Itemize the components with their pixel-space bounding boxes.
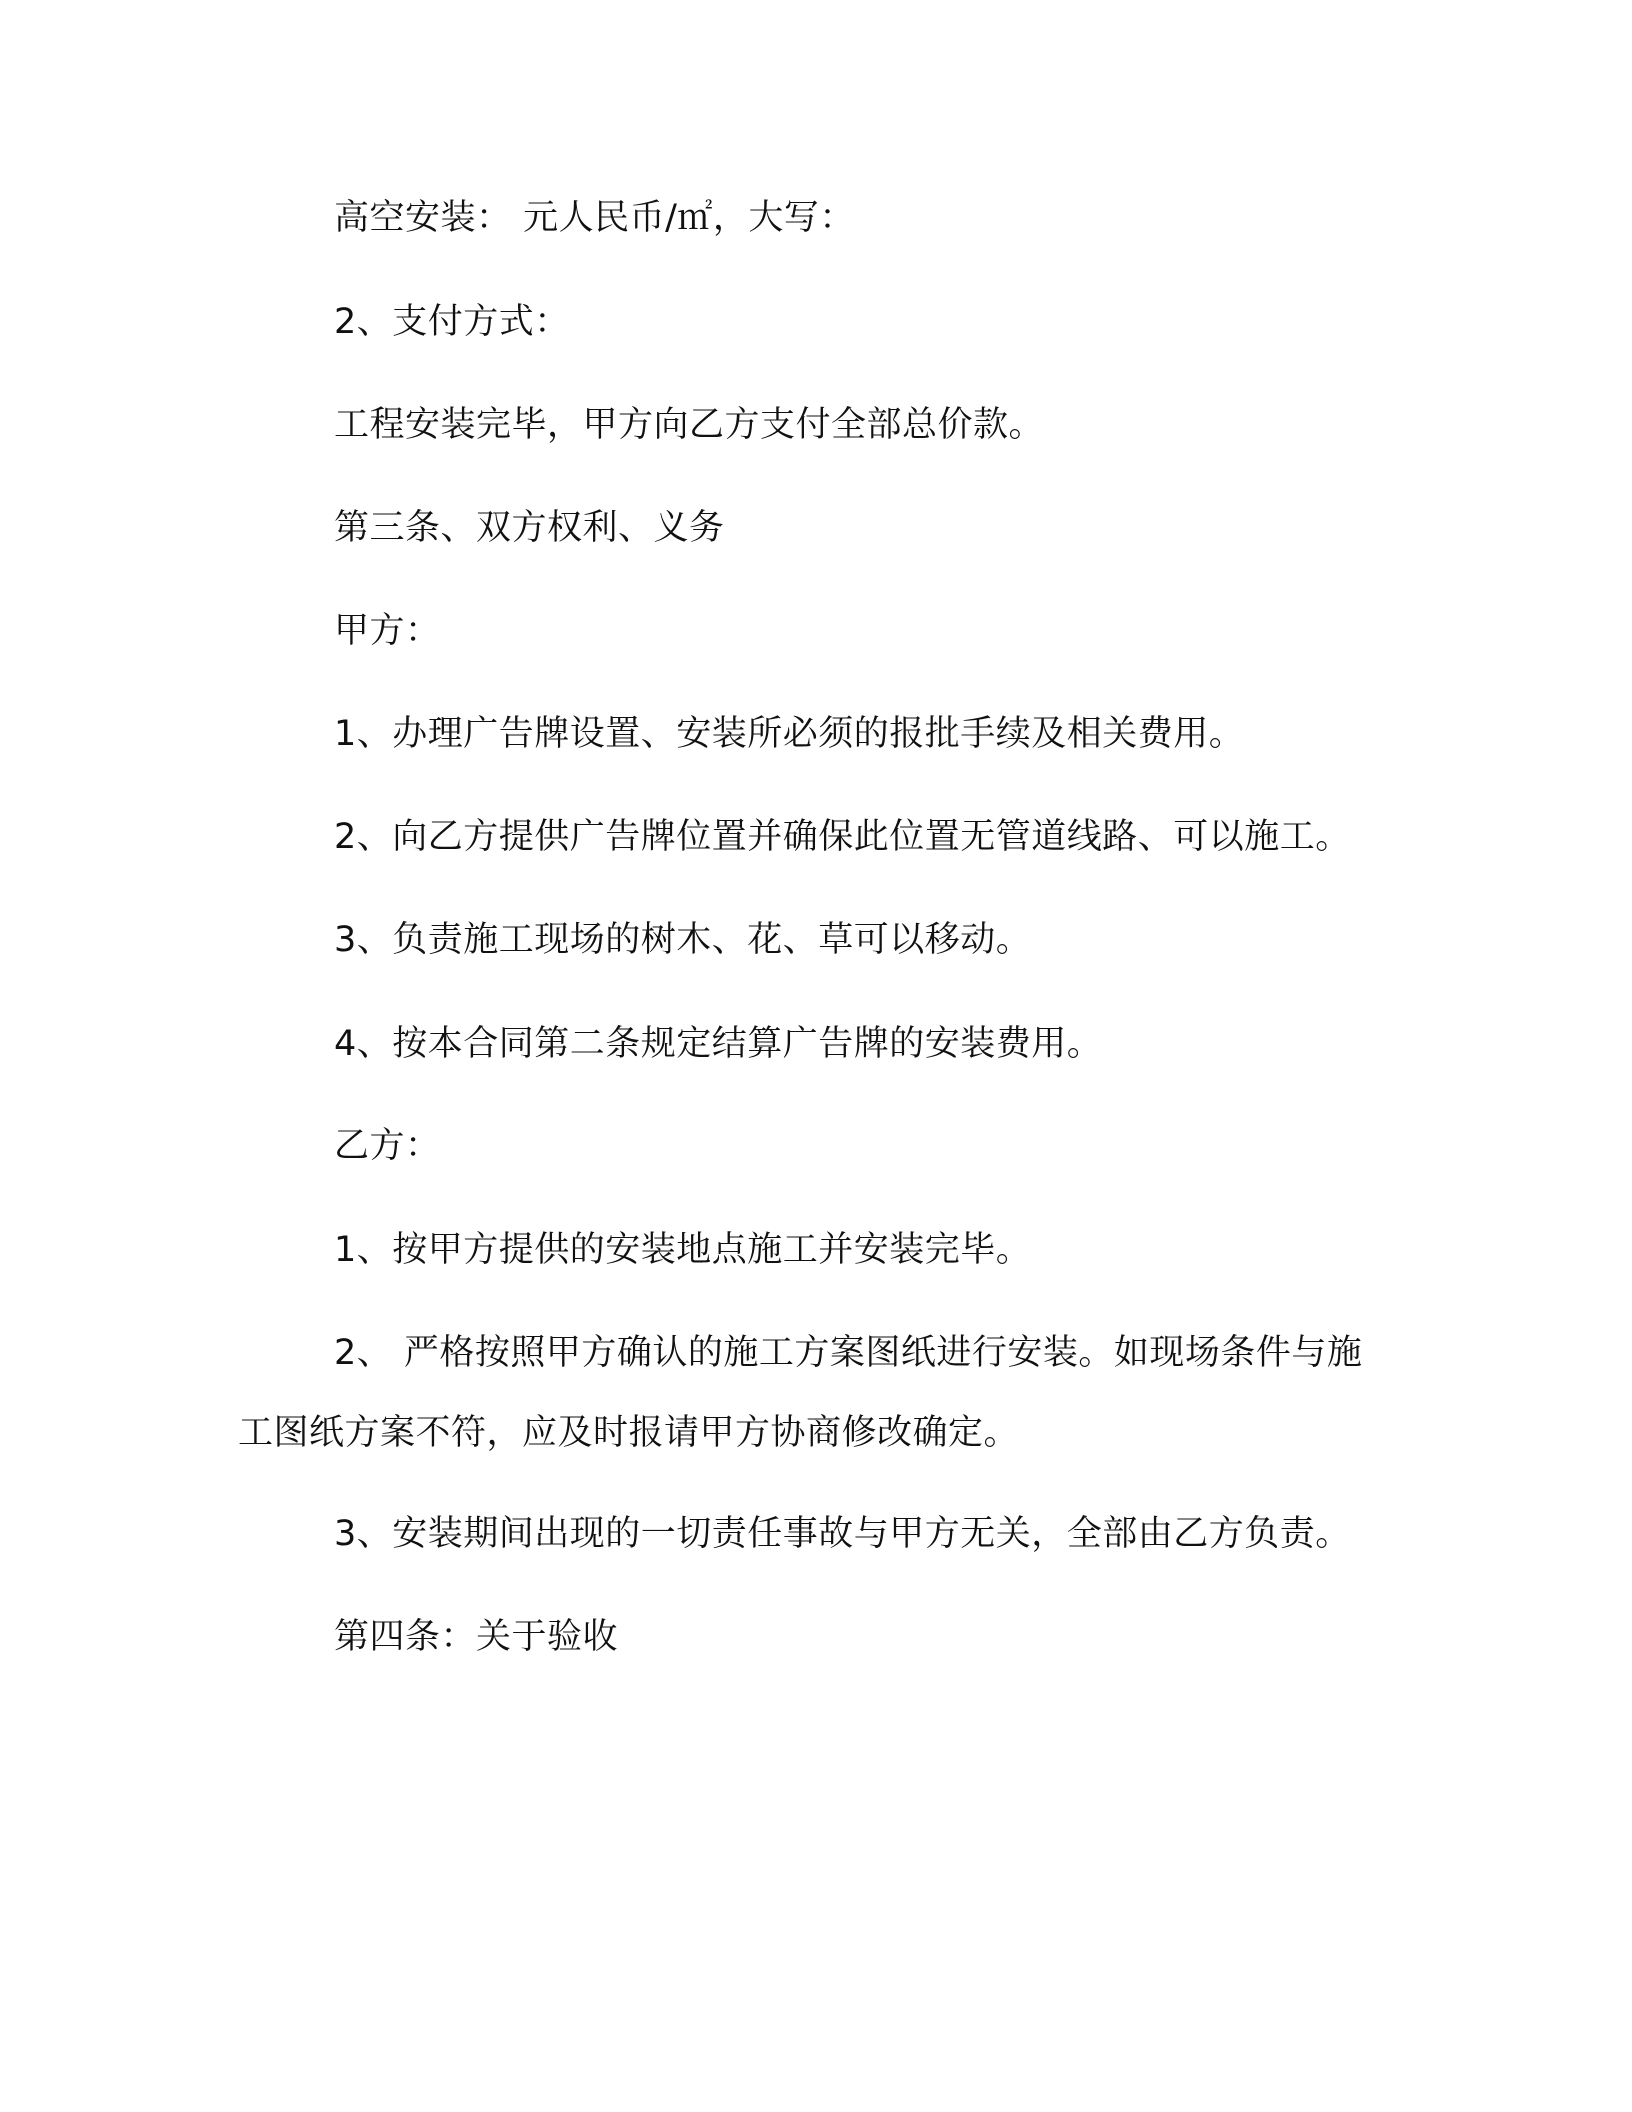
party-b-item-1: 1、按甲方提供的安装地点施工并安装完毕。 bbox=[334, 1230, 1032, 1270]
party-a-item-3: 3、负责施工现场的树木、花、草可以移动。 bbox=[334, 920, 1032, 960]
article-four-heading: 第四条：关于验收 bbox=[334, 1617, 619, 1657]
party-b-item-2: 2、 严格按照甲方确认的施工方案图纸进行安装。如现场条件与施工图纸方案不符，应及时报请甲方协商修改确定。 bbox=[238, 1333, 1363, 1453]
party-b-heading: 乙方： bbox=[334, 1126, 441, 1166]
payment-terms-line: 工程安装完毕，甲方向乙方支付全部总价款。 bbox=[334, 405, 1045, 445]
payment-method-heading: 2、支付方式： bbox=[334, 302, 570, 342]
article-three-heading: 第三条、双方权利、义务 bbox=[334, 508, 725, 548]
party-a-item-1: 1、办理广告牌设置、安装所必须的报批手续及相关费用。 bbox=[334, 714, 1245, 754]
price-high-altitude-line: 高空安装： 元人民币/㎡，大写： bbox=[334, 198, 855, 238]
party-a-heading: 甲方： bbox=[334, 611, 441, 651]
party-a-item-4: 4、按本合同第二条规定结算广告牌的安装费用。 bbox=[334, 1024, 1103, 1064]
party-b-item-3: 3、安装期间出现的一切责任事故与甲方无关，全部由乙方负责。 bbox=[334, 1514, 1351, 1554]
party-a-item-2: 2、向乙方提供广告牌位置并确保此位置无管道线路、可以施工。 bbox=[334, 817, 1351, 857]
